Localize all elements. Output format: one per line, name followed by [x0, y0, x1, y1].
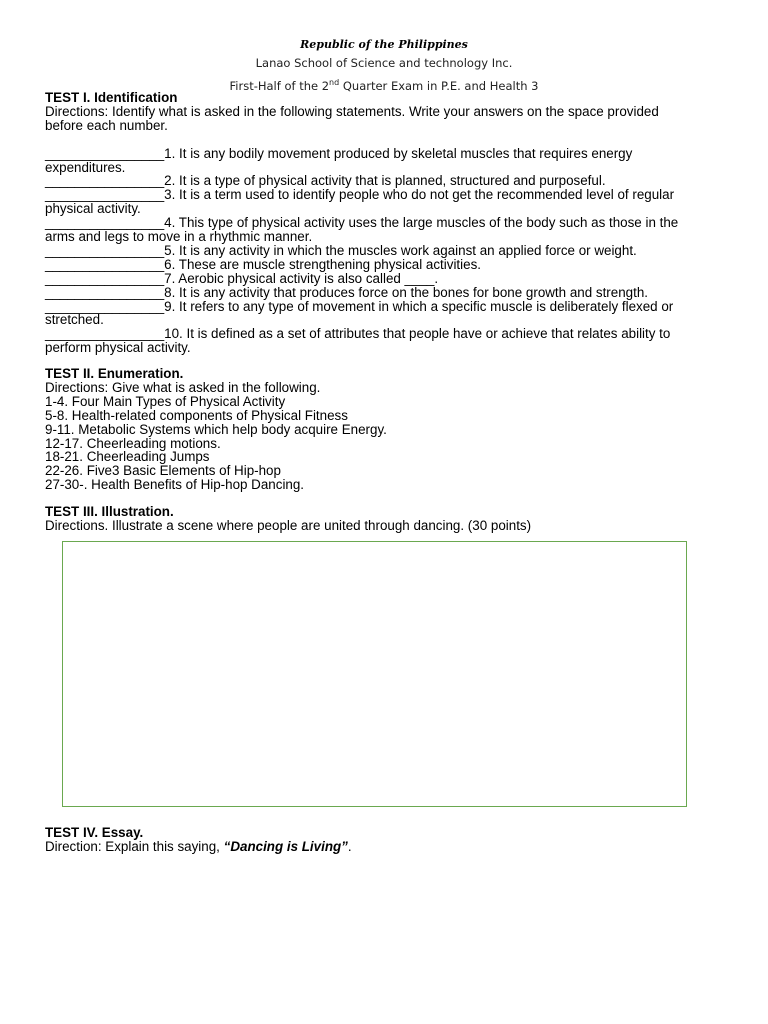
test3-title: TEST III. Illustration.: [45, 504, 174, 519]
test1-item: ________________5. It is any activity in which the muscles work against an applied force or weight.: [45, 242, 637, 258]
essay-quote: “Dancing is Living”: [223, 838, 348, 854]
exam-title-prefix: First-Half of the 2: [229, 78, 330, 93]
test1-item: physical activity.: [45, 201, 141, 217]
test4-direction: [45, 840, 710, 854]
spacer: [45, 133, 710, 147]
test2-item: 5-8. Health-related components of Physical Fitness: [45, 407, 348, 423]
exam-title-suffix: Quarter Exam in P.E. and Health 3: [339, 78, 539, 93]
test1-item: perform physical activity.: [45, 340, 191, 356]
test1-item: ________________6. These are muscle strengthening physical activities.: [45, 256, 481, 272]
test1-item: ________________4. This type of physical activity uses the large muscles of the body such as those in the: [45, 215, 679, 231]
test1-item: ________________7. Aerobic physical activity is also called ____.: [45, 270, 439, 286]
test4-section: [45, 826, 710, 854]
test2-item: 18-21. Cheerleading Jumps: [45, 449, 210, 465]
test1-title: TEST I. Identification: [45, 90, 178, 105]
test1-item: arms and legs to move in a rhythmic manner.: [45, 229, 313, 245]
test1-item: ________________8. It is any activity that produces force on the bones for bone growth and strength.: [45, 284, 648, 300]
test1-directions-line2: before each number.: [45, 117, 168, 133]
test3-section: [45, 505, 710, 533]
exam-title-superscript: nd: [329, 78, 340, 87]
header-school-name: Lanao School of Science and technology Inc.: [255, 56, 513, 70]
header-republic: Republic of the Philippines: [300, 38, 468, 51]
test2-item: 1-4. Four Main Types of Physical Activity: [45, 393, 286, 409]
test2-item: 22-26. Five3 Basic Elements of Hip-hop: [45, 463, 281, 479]
test4-direction-prefix: Direction: Explain this saying,: [45, 838, 224, 854]
test1-item: ________________3. It is a term used to identify people who do not get the recommended level of regular: [45, 187, 675, 203]
illustration-box: [62, 541, 687, 807]
test2-directions: Directions: Give what is asked in the following.: [45, 379, 321, 395]
test1-item: ________________9. It refers to any type of movement in which a specific muscle is deliberately flexed or: [45, 298, 674, 314]
test4-title: TEST IV. Essay.: [45, 825, 144, 840]
test1-item: expenditures.: [45, 159, 126, 175]
test1-section: [45, 91, 710, 355]
test2-title: TEST II. Enumeration.: [45, 366, 184, 381]
test4-direction-suffix: .: [347, 838, 352, 854]
test1-item: ________________10. It is defined as a set of attributes that people have or achieve that relates ability to: [45, 326, 671, 342]
test2-item: 12-17. Cheerleading motions.: [45, 435, 221, 451]
test1-item: stretched.: [45, 312, 104, 328]
test3-directions: Directions. Illustrate a scene where people are united through dancing. (30 points): [45, 517, 532, 533]
test1-directions-line1: Directions: Identify what is asked in the following statements. Write your answers on the space provided: [45, 103, 659, 119]
test1-item: ________________2. It is a type of physical activity that is planned, structured and purposeful.: [45, 173, 606, 189]
test2-item: 9-11. Metabolic Systems which help body acquire Energy.: [45, 421, 387, 437]
test2-item: 27-30-. Health Benefits of Hip-hop Dancing.: [45, 477, 305, 493]
test1-item: ________________1. It is any bodily movement produced by skeletal muscles that requires energy: [45, 145, 633, 161]
test2-section: [45, 367, 710, 492]
